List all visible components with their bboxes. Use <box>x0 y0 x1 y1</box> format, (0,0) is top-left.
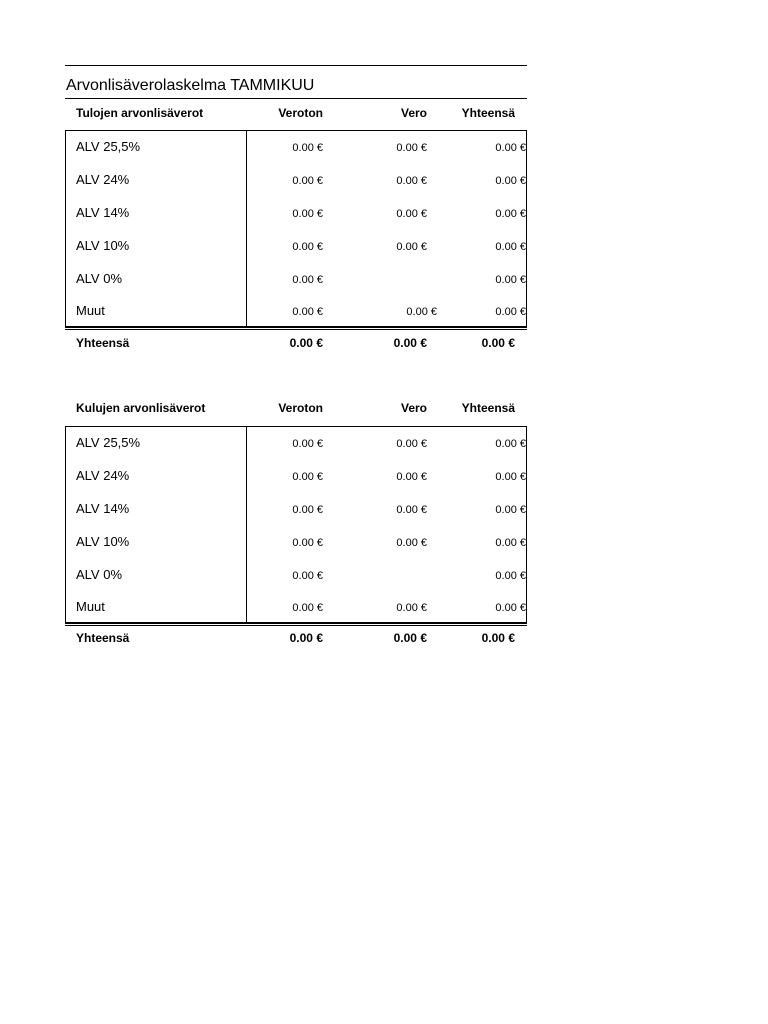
vero-cell[interactable]: 0.00 € <box>396 142 427 154</box>
veroton-cell[interactable]: 0.00 € <box>292 602 323 614</box>
total-cell[interactable]: 0.00 € <box>495 504 526 516</box>
vero-cell[interactable]: 0.00 € <box>396 471 427 483</box>
summary-vero: 0.00 € <box>393 631 427 645</box>
row-label: ALV 0% <box>76 567 123 582</box>
table-row <box>66 164 526 197</box>
row-label: Muut <box>76 303 105 318</box>
summary-total: 0.00 € <box>481 631 515 645</box>
vero-cell[interactable]: 0.00 € <box>396 438 427 450</box>
veroton-cell[interactable]: 0.00 € <box>292 537 323 549</box>
table-row <box>66 591 526 624</box>
vero-cell[interactable]: 0.00 € <box>396 208 427 220</box>
veroton-cell[interactable]: 0.00 € <box>292 241 323 253</box>
table-row <box>66 460 526 493</box>
veroton-cell[interactable]: 0.00 € <box>292 438 323 450</box>
row-label: ALV 14% <box>76 501 130 516</box>
veroton-cell[interactable]: 0.00 € <box>292 175 323 187</box>
table-row <box>66 427 526 460</box>
row-label: ALV 25,5% <box>76 435 141 450</box>
table-row <box>66 131 526 164</box>
table-row <box>66 559 526 592</box>
total-cell[interactable]: 0.00 € <box>495 438 526 450</box>
vero-cell[interactable]: 0.00 € <box>396 241 427 253</box>
expense-header-total: Yhteensä <box>461 401 515 415</box>
vero-cell[interactable]: 0.00 € <box>396 602 427 614</box>
page-title: Arvonlisäverolaskelma TAMMIKUU <box>66 77 315 94</box>
summary-label: Yhteensä <box>76 631 130 645</box>
veroton-cell[interactable]: 0.00 € <box>292 306 323 318</box>
income-header-label: Tulojen arvonlisäverot <box>76 106 204 120</box>
total-cell[interactable]: 0.00 € <box>495 471 526 483</box>
row-label: ALV 10% <box>76 238 130 253</box>
expense-header-label: Kulujen arvonlisäverot <box>76 401 206 415</box>
total-cell[interactable]: 0.00 € <box>495 241 526 253</box>
row-label: ALV 24% <box>76 468 130 483</box>
income-header-row <box>65 99 527 127</box>
veroton-cell[interactable]: 0.00 € <box>292 274 323 286</box>
income-header-vero: Vero <box>400 106 427 120</box>
summary-veroton: 0.00 € <box>289 336 323 350</box>
table-row <box>66 230 526 263</box>
row-label: ALV 10% <box>76 534 130 549</box>
total-cell[interactable]: 0.00 € <box>495 570 526 582</box>
table-row <box>66 197 526 230</box>
summary-veroton: 0.00 € <box>289 631 323 645</box>
expense-header-vero: Vero <box>400 401 427 415</box>
total-cell[interactable]: 0.00 € <box>495 306 526 318</box>
row-label: ALV 0% <box>76 271 123 286</box>
row-label: ALV 14% <box>76 205 130 220</box>
income-header-total: Yhteensä <box>461 106 515 120</box>
total-cell[interactable]: 0.00 € <box>495 274 526 286</box>
summary-total: 0.00 € <box>481 336 515 350</box>
total-cell[interactable]: 0.00 € <box>495 537 526 549</box>
row-label: ALV 25,5% <box>76 139 141 154</box>
summary-vero: 0.00 € <box>393 336 427 350</box>
row-label: Muut <box>76 599 105 614</box>
income-summary-row <box>65 329 527 357</box>
veroton-cell[interactable]: 0.00 € <box>292 471 323 483</box>
veroton-cell[interactable]: 0.00 € <box>292 504 323 516</box>
vero-cell[interactable]: 0.00 € <box>406 306 437 318</box>
income-table <box>65 130 527 328</box>
row-label: ALV 24% <box>76 172 130 187</box>
expense-table <box>65 426 527 624</box>
expense-summary-row <box>65 624 527 652</box>
table-row <box>66 263 526 296</box>
table-row <box>66 493 526 526</box>
veroton-cell[interactable]: 0.00 € <box>292 142 323 154</box>
total-cell[interactable]: 0.00 € <box>495 602 526 614</box>
income-header-veroton: Veroton <box>278 106 323 120</box>
expense-header-veroton: Veroton <box>278 401 323 415</box>
vero-cell[interactable]: 0.00 € <box>396 175 427 187</box>
vero-cell[interactable]: 0.00 € <box>396 537 427 549</box>
table-row <box>66 295 526 328</box>
table-row <box>66 526 526 559</box>
veroton-cell[interactable]: 0.00 € <box>292 208 323 220</box>
top-rule <box>65 65 527 66</box>
total-cell[interactable]: 0.00 € <box>495 175 526 187</box>
vero-cell[interactable]: 0.00 € <box>396 504 427 516</box>
total-cell[interactable]: 0.00 € <box>495 208 526 220</box>
total-cell[interactable]: 0.00 € <box>495 142 526 154</box>
expense-header-row <box>65 394 527 422</box>
veroton-cell[interactable]: 0.00 € <box>292 570 323 582</box>
summary-label: Yhteensä <box>76 336 130 350</box>
